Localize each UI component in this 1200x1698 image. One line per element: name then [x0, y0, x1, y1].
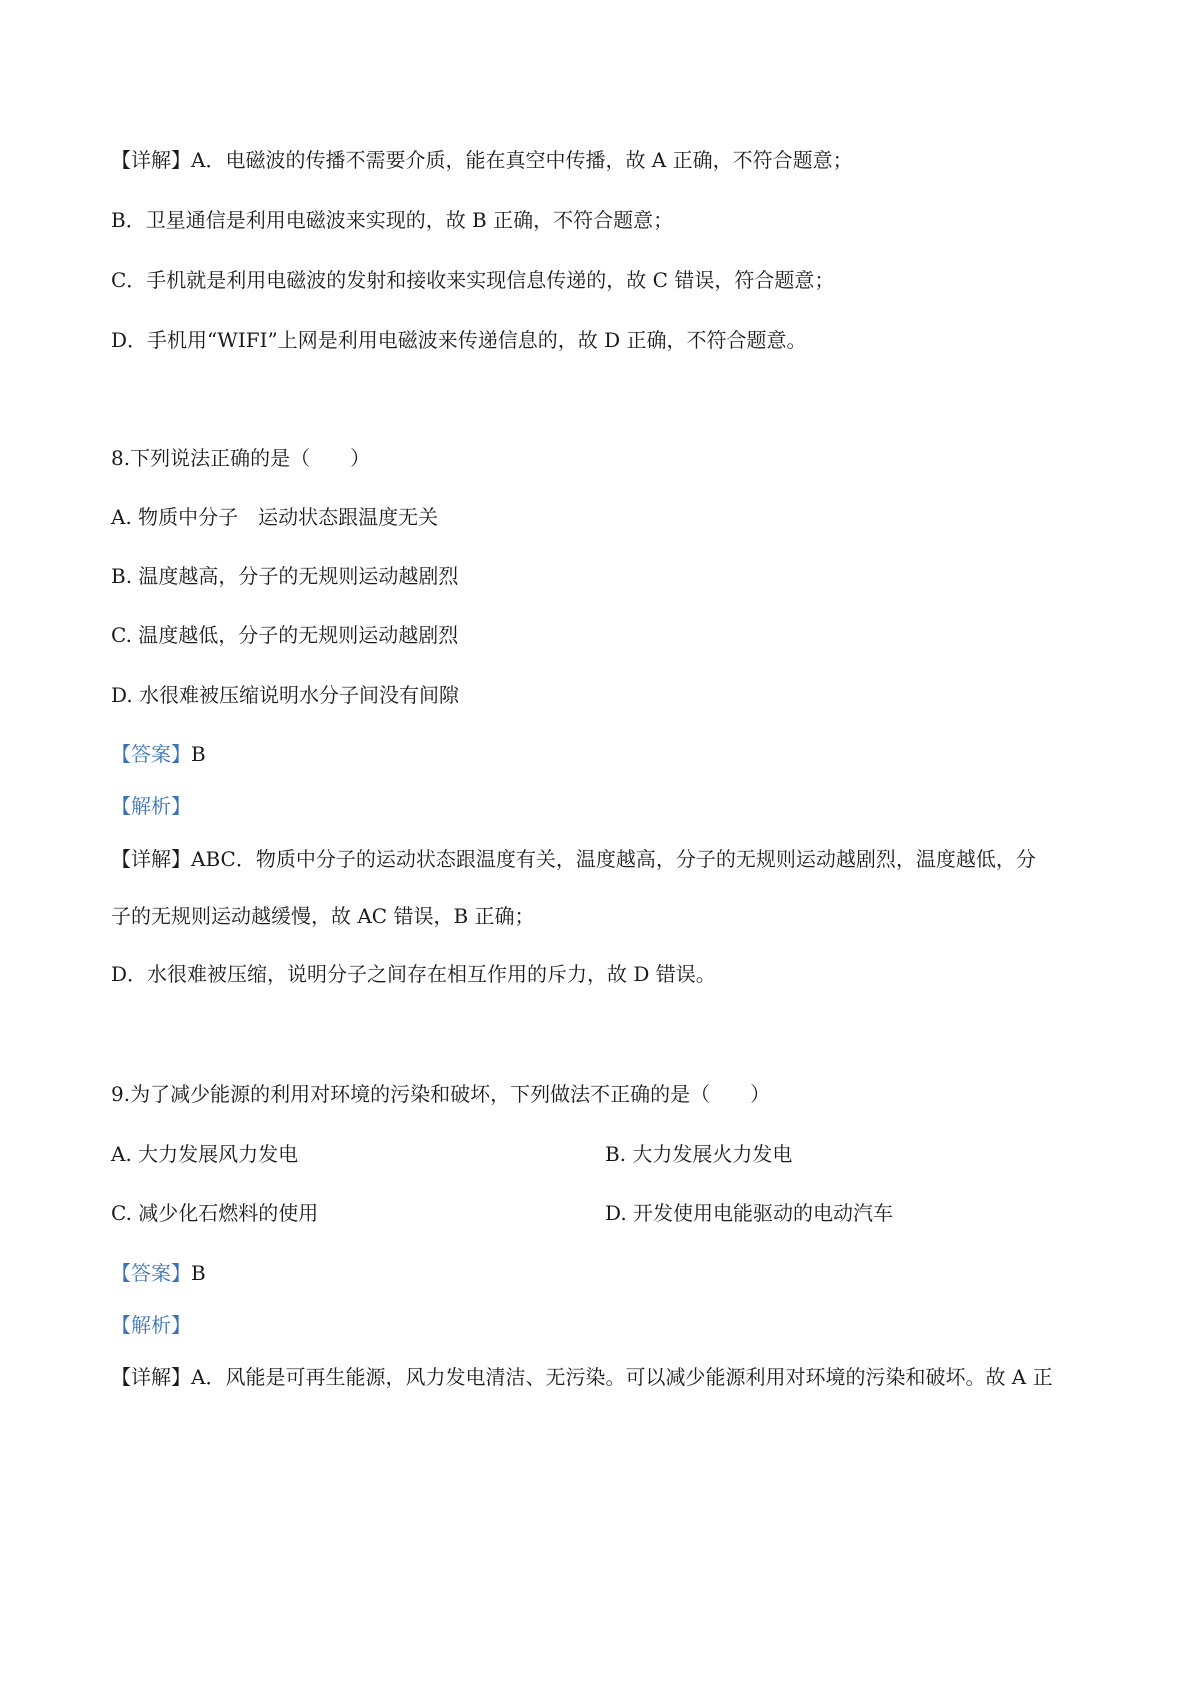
q9-detail-line-1 — [111, 1363, 1053, 1391]
q8-detail-line-3: D．水很难被压缩，说明分子之间存在相互作用的斥力，故 D 错误。 — [111, 962, 716, 986]
q8-answer-tag: 【答案】 — [111, 742, 191, 766]
q7-detail-line-3: C．手机就是利用电磁波的发射和接收来实现信息传递的，故 C 错误，符合题意； — [111, 268, 835, 292]
q7-detail-line-1 — [111, 146, 853, 174]
q8-detail-tag: 【详解】 — [111, 847, 191, 871]
q8-option-a: A. 物质中分子 运动状态跟温度无关 — [111, 505, 439, 529]
q8-analysis-tag: 【解析】 — [111, 794, 191, 818]
q8-option-b: B. 温度越高，分子的无规则运动越剧烈 — [111, 564, 459, 588]
q8-detail-line-2: 子的无规则运动越缓慢，故 AC 错误，B 正确； — [111, 904, 535, 928]
q9-option-a: A. 大力发展风力发电 — [111, 1142, 299, 1166]
q7-detail-tag: 【详解】 — [111, 148, 191, 172]
q7-detail-text: A．电磁波的传播不需要介质，能在真空中传播，故 A 正确，不符合题意； — [191, 148, 853, 172]
q9-analysis-tag: 【解析】 — [111, 1313, 191, 1337]
q9-option-c: C. 减少化石燃料的使用 — [111, 1201, 319, 1225]
q8-option-c: C. 温度越低，分子的无规则运动越剧烈 — [111, 623, 459, 647]
q9-detail-text: A．风能是可再生能源，风力发电清洁、无污染。可以减少能源利用对环境的污染和破坏。故 A 正 — [191, 1365, 1053, 1389]
q7-detail-line-4: D．手机用“WIFI”上网是利用电磁波来传递信息的，故 D 正确，不符合题意。 — [111, 328, 807, 352]
q9-option-b: B. 大力发展火力发电 — [605, 1142, 793, 1166]
q8-answer-value: B — [191, 742, 206, 766]
q8-stem: 8.下列说法正确的是（ ） — [111, 446, 371, 470]
q9-option-d: D. 开发使用电能驱动的电动汽车 — [605, 1201, 894, 1225]
q8-detail-line-1 — [111, 845, 1036, 873]
q9-answer-tag: 【答案】 — [111, 1261, 191, 1285]
q8-detail-text: ABC．物质中分子的运动状态跟温度有关，温度越高，分子的无规则运动越剧烈，温度越低，分 — [191, 847, 1036, 871]
q9-answer — [111, 1259, 206, 1287]
q8-answer — [111, 740, 206, 768]
q7-detail-line-2: B．卫星通信是利用电磁波来实现的，故 B 正确，不符合题意； — [111, 208, 674, 232]
q9-answer-value: B — [191, 1261, 206, 1285]
q9-stem: 9.为了减少能源的利用对环境的污染和破坏，下列做法不正确的是（ ） — [111, 1082, 771, 1106]
q8-option-d: D. 水很难被压缩说明水分子间没有间隙 — [111, 683, 460, 707]
q9-detail-tag: 【详解】 — [111, 1365, 191, 1389]
